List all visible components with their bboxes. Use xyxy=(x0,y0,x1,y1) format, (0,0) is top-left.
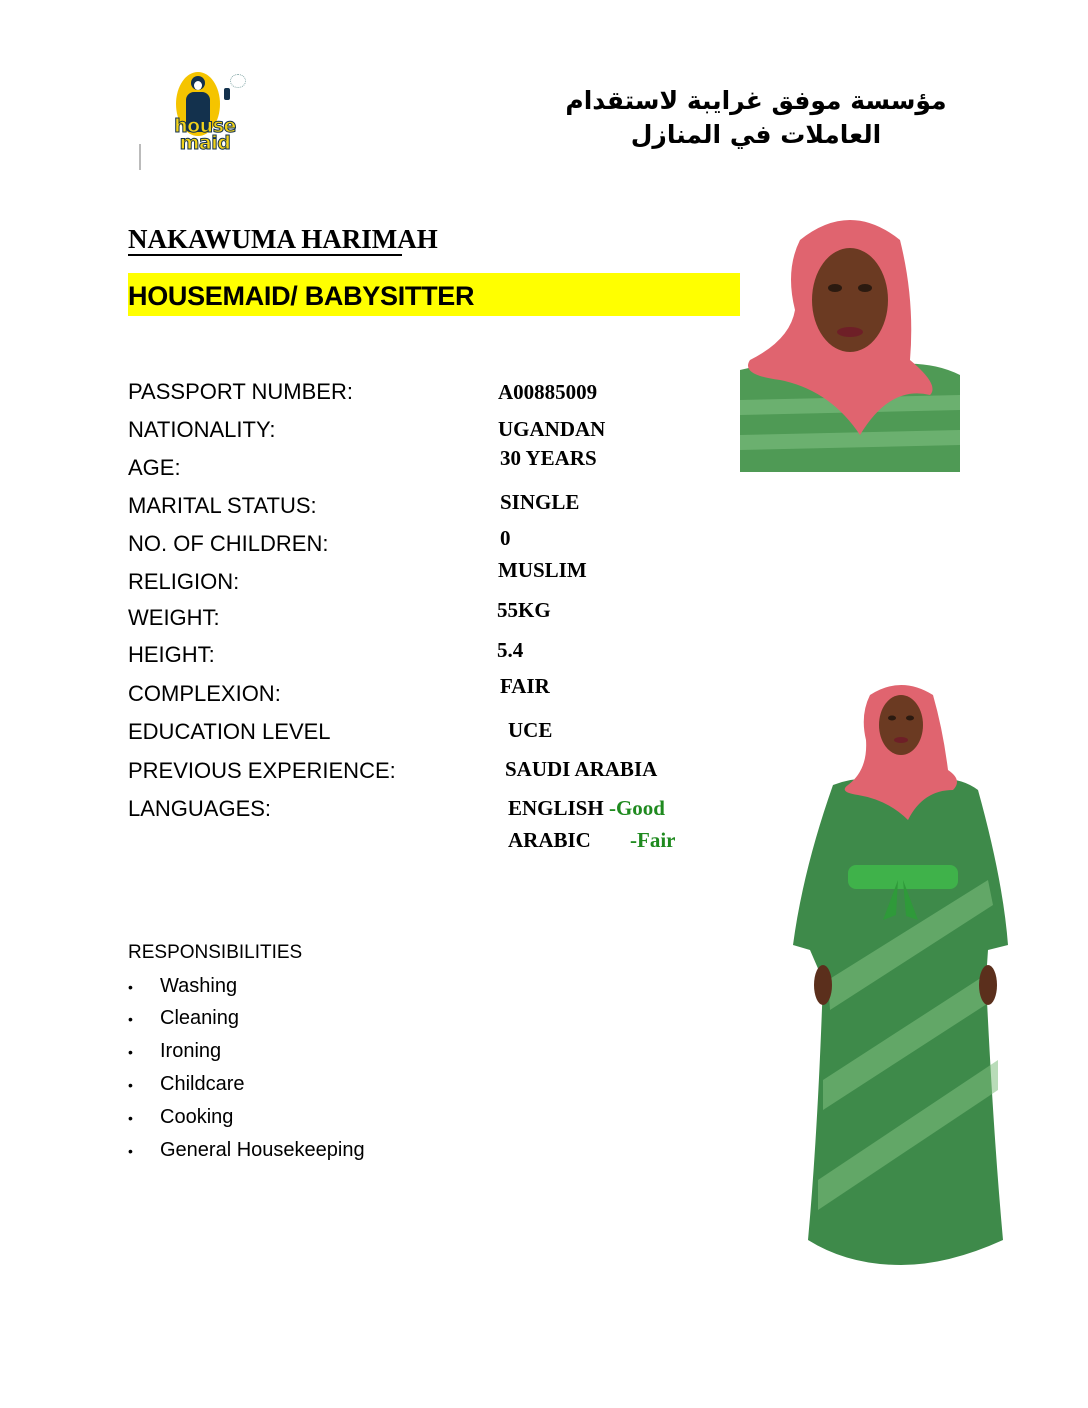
label-languages: LANGUAGES: xyxy=(128,796,272,821)
bullet-icon: • xyxy=(128,1109,133,1126)
value-nationality: UGANDAN xyxy=(498,417,606,441)
logo-text-maid: maid xyxy=(179,132,231,154)
list-item: • Cleaning xyxy=(128,1005,239,1032)
label-children: NO. OF CHILDREN: xyxy=(128,531,329,556)
label-complexion: COMPLEXION: xyxy=(128,681,281,706)
value-children: 0 xyxy=(500,526,511,550)
value-religion: MUSLIM xyxy=(498,558,587,582)
company-title-arabic: مؤسسة موفق غرايبة لاستقدام العاملات في المنازل xyxy=(565,86,947,149)
position-title: HOUSEMAID/ BABYSITTER xyxy=(128,281,475,311)
spray-bottle-icon xyxy=(224,88,230,100)
label-age: AGE: xyxy=(128,455,181,480)
label-religion: RELIGION: xyxy=(128,569,240,594)
language-name: ENGLISH xyxy=(508,796,604,820)
maid-face-icon xyxy=(194,81,202,90)
value-previous-experience: SAUDI ARABIA xyxy=(505,757,658,781)
bullet-icon: • xyxy=(128,1010,133,1027)
candidate-name: NAKAWUMA HARIMAH xyxy=(128,224,438,254)
bullet-icon: • xyxy=(128,1043,133,1060)
label-weight: WEIGHT: xyxy=(128,605,220,630)
list-item: • Cooking xyxy=(128,1104,233,1131)
label-height: HEIGHT: xyxy=(128,642,215,667)
language-level: -Fair xyxy=(630,828,676,852)
label-education-level: EDUCATION LEVEL xyxy=(128,719,331,744)
name-underline xyxy=(128,254,402,256)
full-body-photo xyxy=(788,680,1014,1266)
company-logo xyxy=(136,44,266,178)
headshot-photo xyxy=(740,210,960,472)
label-nationality: NATIONALITY: xyxy=(128,417,276,442)
responsibilities-heading: RESPONSIBILITIES xyxy=(128,942,303,963)
logo-text-house: house xyxy=(174,115,236,137)
bullet-icon: • xyxy=(128,1076,133,1093)
list-item: • Ironing xyxy=(128,1038,221,1065)
value-passport-number: A00885009 xyxy=(498,380,598,404)
label-previous-experience: PREVIOUS EXPERIENCE: xyxy=(128,758,396,783)
bullet-icon: • xyxy=(128,1142,133,1159)
label-marital-status: MARITAL STATUS: xyxy=(128,493,317,518)
list-item: • Childcare xyxy=(128,1071,244,1098)
logo-edge-mark xyxy=(139,144,141,170)
list-item: • General Housekeeping xyxy=(128,1137,365,1164)
spray-mist-icon xyxy=(230,74,246,88)
language-english xyxy=(508,795,665,821)
language-level: -Good xyxy=(608,796,665,820)
value-marital-status: SINGLE xyxy=(500,490,580,514)
label-passport-number: PASSPORT NUMBER: xyxy=(128,379,353,404)
language-name: ARABIC xyxy=(508,828,591,852)
bullet-icon: • xyxy=(128,978,133,995)
list-item: • Washing xyxy=(128,973,237,1000)
value-height: 5.4 xyxy=(497,638,524,662)
value-education-level: UCE xyxy=(508,718,553,742)
value-complexion: FAIR xyxy=(500,674,550,698)
value-weight: 55KG xyxy=(497,598,551,622)
value-age: 30 YEARS xyxy=(500,446,597,470)
language-arabic xyxy=(508,827,675,853)
